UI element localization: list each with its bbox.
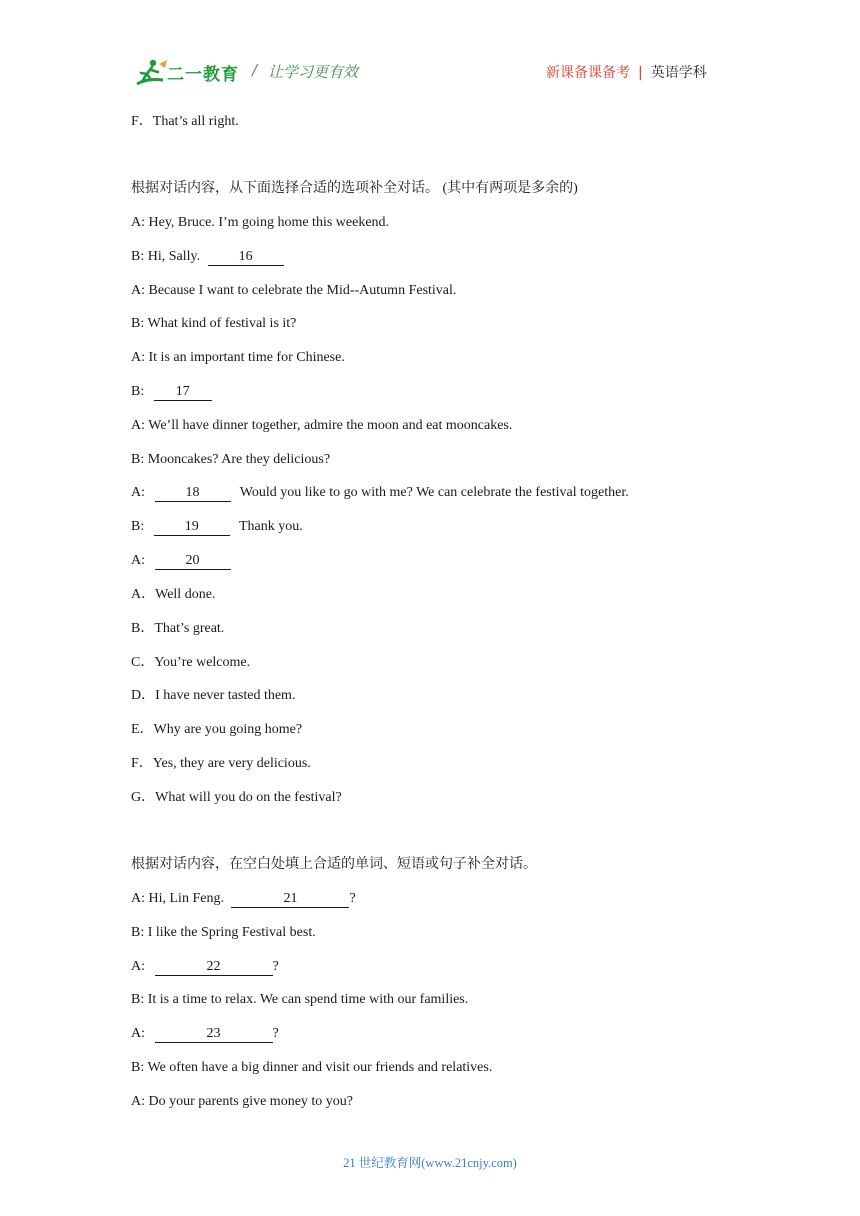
option-d: D．I have never tasted them. [131,688,296,703]
dialog-text: ? [272,1026,279,1041]
dialog-line: A: We’ll have dinner together, admire the moon and eat mooncakes. [131,418,513,433]
blank-23[interactable]: 23 [155,1026,273,1043]
dialog-line: A: Because I want to celebrate the Mid--Autumn Festival. [131,283,457,298]
dialog-line: B: What kind of festival is it? [131,316,297,331]
dialog-line: A: Hey, Bruce. I’m going home this weekend. [131,215,390,230]
logo [133,58,243,88]
dialog-line: A: It is an important time for Chinese. [131,350,345,365]
dialog-text: A: [131,553,145,568]
dialog-text: B: [131,384,145,399]
instruction-3: 根据对话内容，在空白处填上合适的单词、短语或句子补全对话。 [131,857,537,872]
dialog-line [131,247,284,267]
page-header [0,0,860,100]
option-c: C．You’re welcome. [131,655,251,670]
dialog-line: A: Do your parents give money to you? [131,1094,354,1109]
blank-16[interactable]: 16 [208,249,284,266]
dialog-text: ? [272,959,279,974]
option-f: F．Yes, they are very delicious. [131,756,311,771]
option-f-prev: F．That’s all right. [131,114,239,129]
dialog-text: A: [131,485,145,500]
dialog-text: A: [131,1026,145,1041]
dialog-text: B: [131,519,145,534]
dialog-text: ? [349,891,356,906]
blank-18[interactable]: 18 [155,485,231,502]
option-a: A．Well done. [131,587,216,602]
blank-22[interactable]: 22 [155,959,273,976]
option-b: B．That’s great. [131,621,225,636]
blank-19[interactable]: 19 [154,519,230,536]
dialog-line [131,382,212,402]
dialog-line [131,517,303,537]
dialog-line: B: Mooncakes? Are they delicious? [131,452,331,467]
header-slash: / [252,61,258,79]
dialog-line: B: It is a time to relax. We can spend time with our families. [131,992,469,1007]
page-footer: 21 世纪教育网(www.21cnjy.com) [343,1156,517,1170]
dialog-line [131,551,231,571]
logo-text: 二一教育 [167,65,239,85]
header-subject: 英语学科 [650,65,707,81]
blank-20[interactable]: 20 [155,553,231,570]
option-e: E．Why are you going home? [131,722,303,737]
dialog-line: B: I like the Spring Festival best. [131,925,316,940]
runner-logo-icon [133,58,169,88]
header-right [546,62,707,82]
dialog-text: Would you like to go with me? We can celebrate the festival together. [239,485,629,500]
dialog-line: B: We often have a big dinner and visit our friends and relatives. [131,1060,493,1075]
header-slogan: 让学习更有效 [268,63,359,81]
dialog-line [131,483,629,503]
dialog-text: B: Hi, Sally. [131,249,201,264]
dialog-text: Thank you. [238,519,303,534]
dialog-text: A: Hi, Lin Feng. [131,891,224,906]
dialog-line [131,1024,279,1044]
instruction-2: 根据对话内容，从下面选择合适的选项补全对话。 (其中有两项是多余的) [131,181,578,196]
header-tag: 新课备课备考 [546,65,630,81]
blank-21[interactable]: 21 [231,891,349,908]
dialog-line [131,957,279,977]
option-g: G．What will you do on the festival? [131,790,342,805]
dialog-line [131,889,356,909]
header-separator: | [638,65,643,81]
dialog-text: A: [131,959,145,974]
blank-17[interactable]: 17 [154,384,212,401]
